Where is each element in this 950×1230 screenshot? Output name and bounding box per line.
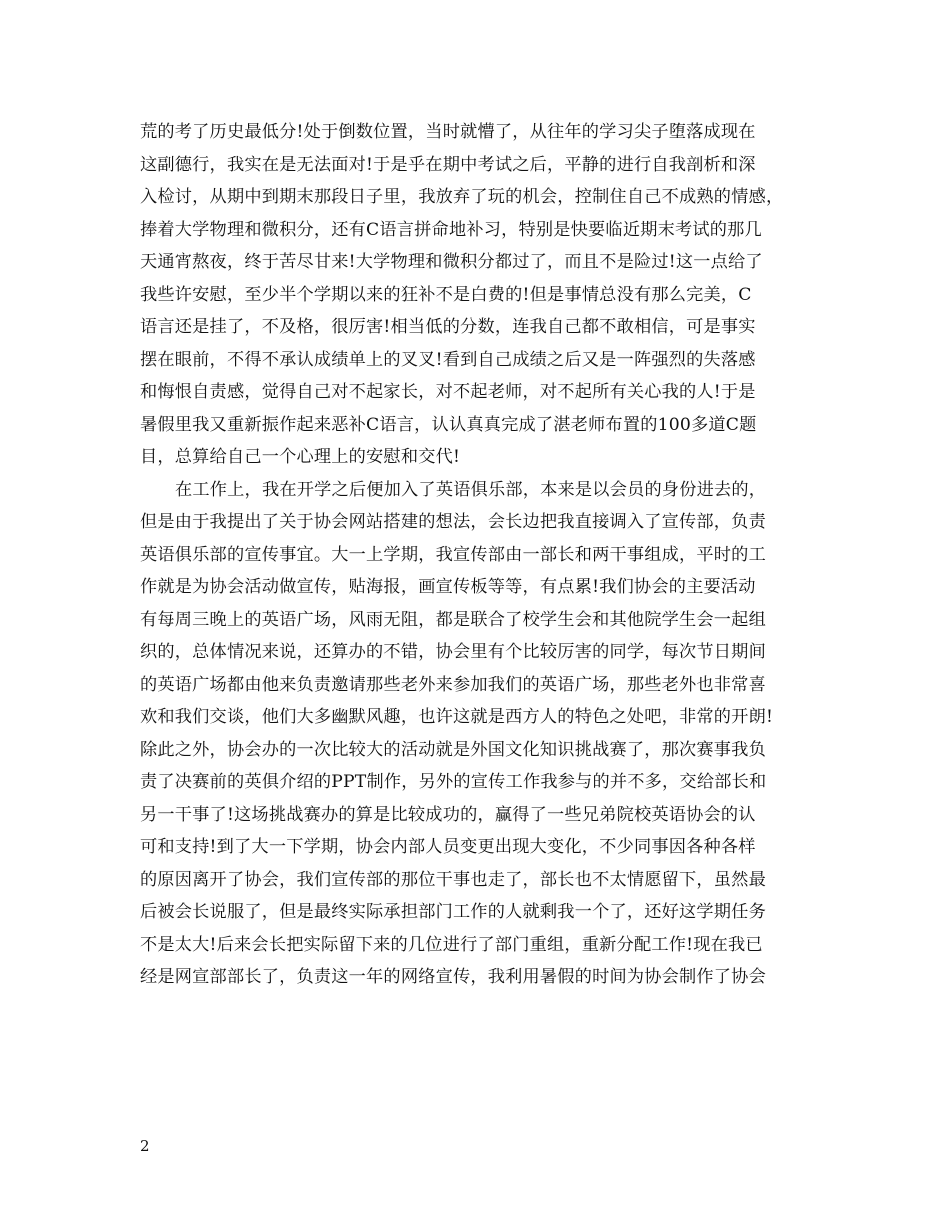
text-line: 作就是为协会活动做宣传，贴海报，画宣传板等等，有点累!我们协会的主要活动 bbox=[140, 577, 756, 597]
text-line: 和悔恨自责感，觉得自己对不起家长，对不起老师，对不起所有关心我的人!于是 bbox=[140, 382, 756, 402]
text-line: 但是由于我提出了关于协会网站搭建的想法，会长边把我直接调入了宣传部，负责 bbox=[140, 512, 766, 532]
text-line: 责了决赛前的英俱介绍的PPT制作，另外的宣传工作我参与的并不多，交给部长和 bbox=[140, 772, 767, 792]
text-line: 后被会长说服了，但是最终实际承担部门工作的人就剩我一个了，还好这学期任务 bbox=[140, 902, 766, 922]
text-line: 经是网宣部部长了，负责这一年的网络宣传，我利用暑假的时间为协会制作了协会 bbox=[140, 967, 766, 987]
text-line: 入检讨，从期中到期末那段日子里，我放弃了玩的机会，控制住自己不成熟的情感， bbox=[140, 187, 784, 207]
page-number: 2 bbox=[140, 1137, 150, 1155]
text-line: 欢和我们交谈，他们大多幽默风趣，也许这就是西方人的特色之处吧，非常的开朗! bbox=[140, 707, 774, 727]
text-line: 暑假里我又重新振作起来恶补C语言，认认真真完成了湛老师布置的100多道C题 bbox=[140, 414, 757, 435]
text-line: 捧着大学物理和微积分，还有C语言拼命地补习，特别是快要临近期末考试的那几 bbox=[140, 219, 762, 240]
document-body bbox=[140, 116, 820, 994]
text-line: 另一干事了!这场挑战赛办的算是比较成功的，赢得了一些兄弟院校英语协会的认 bbox=[140, 804, 756, 825]
text-line: 摆在眼前，不得不承认成绩单上的叉叉!看到自己成绩之后又是一阵强烈的失落感 bbox=[140, 349, 756, 370]
text-line: 英语俱乐部的宣传事宜。大一上学期，我宣传部由一部长和两干事组成，平时的工 bbox=[140, 544, 766, 565]
text-line: 的英语广场都由他来负责邀请那些老外来参加我们的英语广场，那些老外也非常喜 bbox=[140, 674, 766, 695]
text-line: 这副德行，我实在是无法面对!于是乎在期中考试之后，平静的进行自我剖析和深 bbox=[140, 154, 756, 175]
text-line: 织的，总体情况来说，还算办的不错，协会里有个比较厉害的同学，每次节日期间 bbox=[140, 642, 766, 662]
text-line: 目，总算给自己一个心理上的安慰和交代! bbox=[140, 447, 461, 467]
text-line: 在工作上，我在开学之后便加入了英语俱乐部，本来是以会员的身份进去的， bbox=[175, 479, 767, 500]
text-line: 可和支持!到了大一下学期，协会内部人员变更出现大变化，不少同事因各种各样 bbox=[140, 837, 756, 857]
text-line: 荒的考了历史最低分!处于倒数位置，当时就懵了，从往年的学习尖子堕落成现在 bbox=[140, 122, 756, 142]
text-line: 天通宵熬夜，终于苦尽甘来!大学物理和微积分都过了，而且不是险过!这一点给了 bbox=[140, 252, 763, 272]
text-line: 除此之外，协会办的一次比较大的活动就是外国文化知识挑战赛了，那次赛事我负 bbox=[140, 739, 766, 760]
text-line: 不是太大!后来会长把实际留下来的几位进行了部门重组，重新分配工作!现在我已 bbox=[140, 934, 763, 955]
text-line: 有每周三晚上的英语广场，风雨无阻，都是联合了校学生会和其他院学生会一起组 bbox=[140, 609, 766, 630]
text-line: 的原因离开了协会，我们宣传部的那位干事也走了，部长也不太情愿留下，虽然最 bbox=[140, 869, 766, 890]
text-line: 语言还是挂了，不及格，很厉害!相当低的分数，连我自己都不敢相信，可是事实 bbox=[140, 317, 756, 337]
text-line: 我些许安慰，至少半个学期以来的狂补不是白费的!但是事情总没有那么完美，C bbox=[140, 284, 752, 305]
